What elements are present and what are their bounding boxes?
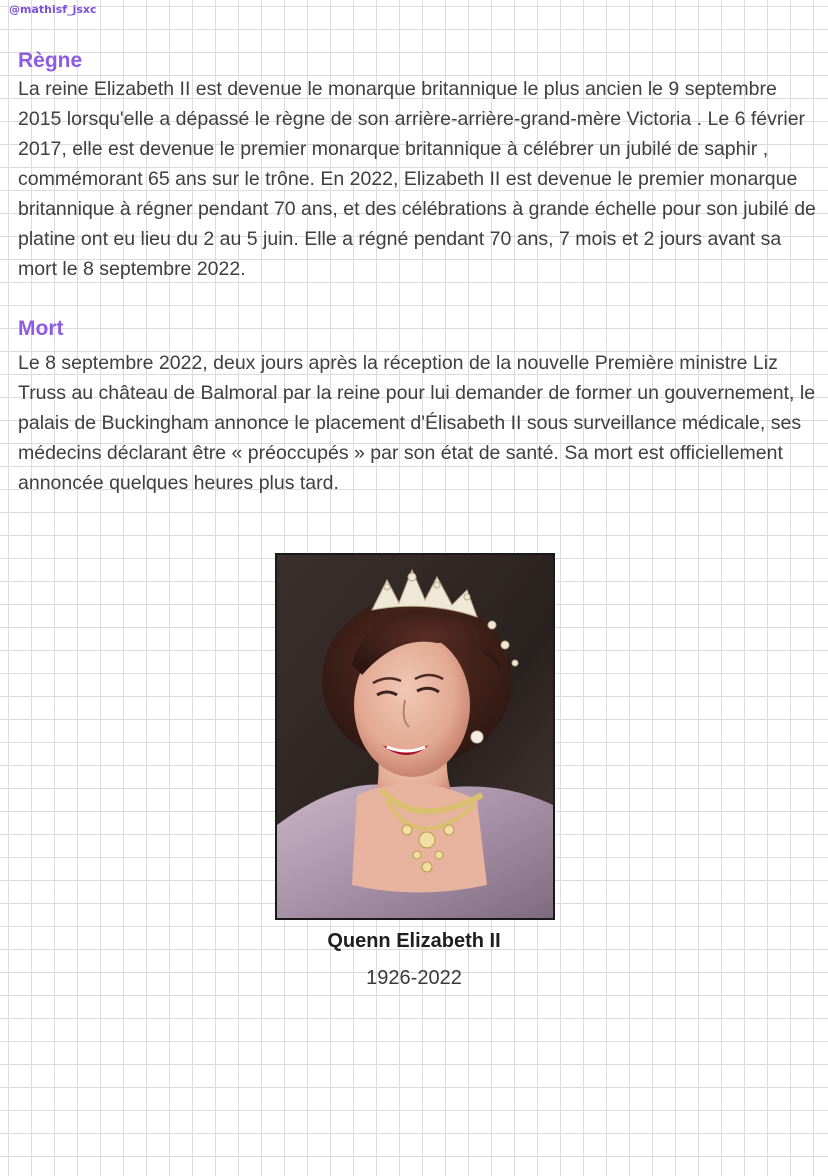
section-mort [18,316,818,498]
section-text-regne: La reine Elizabeth II est devenue le monarque britannique le plus ancien le 9 septembre 2015 lorsqu'elle a dépassé le règne de son arrière-arrière-grand-mère Victoria . Le 6 février 2017, elle est devenue le premier monarque britannique à célébrer un jubilé de saphir , commémorant 65 ans sur le trône. En 2022, Elizabeth II est devenue le premier monarque britannique à régner pendant 70 ans, et des célébrations à grande échelle pour son jubilé de platine ont eu lieu du 2 au 5 juin. Elle a régné pendant 70 ans, 7 mois et 2 jours avant sa mort le 8 septembre 2022. [18,78,816,280]
portrait-caption-name: Quenn Elizabeth II [327,930,501,952]
portrait-caption-years: 1926-2022 [366,967,462,989]
section-regne [18,48,818,284]
section-heading-regne: Règne [18,49,83,72]
watermark-handle: @mathisf_jsxc [9,3,97,16]
section-heading-mort: Mort [18,317,64,340]
portrait-image [275,553,555,920]
section-text-mort: Le 8 septembre 2022, deux jours après la réception de la nouvelle Première ministre Liz Truss au château de Balmoral par la reine pour lui demander de former un gouvernement, le palais de Buckingham annonce le placement d'Élisabeth II sous surveillance médicale, ses médecins déclarant être « préoccupés » par son état de santé. Sa mort est officiellement annoncée quelques heures plus tard. [18,352,816,494]
